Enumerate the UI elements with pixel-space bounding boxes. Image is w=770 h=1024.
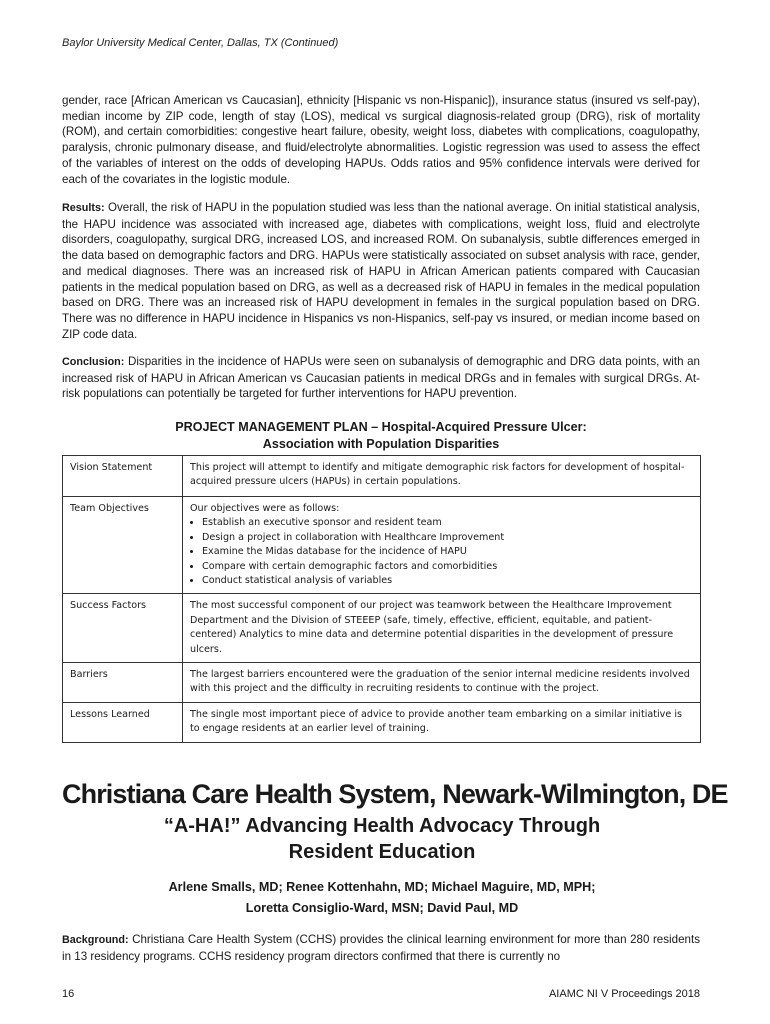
results-label: Results:	[62, 202, 105, 214]
results-paragraph	[62, 200, 700, 342]
pmp-title-line2: Association with Population Disparities	[262, 437, 500, 451]
row-text-success: The most successful component of our project was teamwork between the Healthcare Improvement Department and the Division of STEEEP (safe, timely, effective, efficient, equitable, and patient-centered) Analytics to mine data and determine potential disparities in the development of pressure ulcers.	[183, 594, 701, 663]
table-row	[63, 703, 701, 743]
row-text-vision: This project will attempt to identify and mitigate demographic risk factors for development of hospital-acquired pressure ulcers (HAPUs) in certain populations.	[183, 456, 701, 497]
conclusion-label: Conclusion:	[62, 356, 125, 368]
list-item: • Compare with certain demographic factors and comorbidities	[202, 560, 693, 574]
row-label-vision: Vision Statement	[63, 456, 183, 497]
project-management-plan-table	[62, 455, 701, 743]
row-label-success: Success Factors	[63, 594, 183, 663]
abstract-title-line2: Resident Education	[288, 841, 476, 863]
row-content-objectives	[183, 497, 701, 594]
abstract-title-line1: “A-HA!” Advancing Health Advocacy Through	[163, 815, 601, 837]
results-text: Overall, the risk of HAPU in the population studied was less than the national average. On initial statistical analysis, the HAPU incidence was associated with increased age, diabetes with complications, weight loss, fluid and electrolyte disorders, coagulopathy, surgical DRG, increased LOS, and increased ROM. On subanalysis, subtle differences emerged in the data based on demographic factors and DRG. HAPUs were statistically associated on subset analysis with race, gender, and medical diagnoses. There was an increased risk of HAPU in African American patients compared with Caucasian patients in the medical population based on DRG, as well as a decreased risk of HAPU in females in the medical population based on DRG. There was an increased risk of HAPU development in females in the surgical population based on DRG. There was no difference in HAPU incidence in Hispanics vs non-Hispanics, self-pay vs insured, or median income based on ZIP code data.	[62, 201, 700, 341]
table-row	[63, 663, 701, 703]
background-paragraph	[62, 932, 700, 964]
list-item: • Establish an executive sponsor and resident team	[202, 516, 693, 530]
list-item: • Examine the Midas database for the incidence of HAPU	[202, 545, 693, 559]
objectives-list	[190, 516, 693, 588]
table-row	[63, 594, 701, 663]
pmp-title	[62, 419, 700, 453]
authors-line1: Arlene Smalls, MD; Renee Kottenhahn, MD; Michael Maguire, MD, MPH;	[168, 880, 596, 894]
background-label: Background:	[62, 934, 129, 946]
page-number: 16	[62, 988, 75, 1000]
conclusion-text: Disparities in the incidence of HAPUs were seen on subanalysis of demographic and DRG data points, with an increased risk of HAPU in African American vs Caucasian patients in medical DRGs and in females with surgical DRGs. At-risk populations can potentially be targeted for further interventions for HAPU prevention.	[62, 355, 700, 401]
row-label-barriers: Barriers	[63, 663, 183, 703]
objectives-intro: Our objectives were as follows:	[190, 503, 340, 514]
list-item: • Design a project in collaboration with Healthcare Improvement	[202, 531, 693, 545]
conclusion-paragraph	[62, 354, 700, 402]
author-list	[62, 877, 702, 919]
row-text-barriers: The largest barriers encountered were the graduation of the senior internal medicine residents involved with this project and the difficulty in recruiting residents to continue with the project.	[183, 663, 701, 703]
running-header: Baylor University Medical Center, Dallas, TX (Continued)	[62, 37, 339, 49]
list-item: • Conduct statistical analysis of variables	[202, 574, 693, 588]
publication-footer: AIAMC NI V Proceedings 2018	[548, 988, 700, 1000]
authors-line2: Loretta Consiglio-Ward, MSN; David Paul, MD	[245, 901, 519, 915]
pmp-title-line1: PROJECT MANAGEMENT PLAN – Hospital-Acquired Pressure Ulcer:	[175, 420, 587, 434]
row-label-lessons: Lessons Learned	[63, 703, 183, 743]
methods-continued-paragraph: gender, race [African American vs Caucasian], ethnicity [Hispanic vs non-Hispanic]), insurance status (insured vs self-pay), median income by ZIP code, length of stay (LOS), medical vs surgical diagnosis-related group (DRG), risk of mortality (ROM), and certain comorbidities: congestive heart failure, obesity, weight loss, diabetes with complications, coagulopathy, paralysis, chronic pulmonary disease, and fluid/electrolyte abnormalities. Logistic regression was used to assess the effect of the variables of interest on the odds of developing HAPUs. Odds ratios and 95% confidence intervals were derived for each of the covariates in the logistic module.	[62, 94, 700, 186]
institution-heading: Christiana Care Health System, Newark-Wilmington, DE	[62, 779, 728, 809]
background-text: Christiana Care Health System (CCHS) provides the clinical learning environment for more than 280 residents in 13 residency programs. CCHS residency program directors confirmed that there is currently no	[62, 933, 700, 963]
table-row	[63, 456, 701, 497]
row-text-lessons: The single most important piece of advice to provide another team embarking on a similar initiative is to engage residents at an earlier level of training.	[183, 703, 701, 743]
table-row	[63, 497, 701, 594]
row-label-objectives: Team Objectives	[63, 497, 183, 594]
abstract-title	[62, 813, 702, 865]
